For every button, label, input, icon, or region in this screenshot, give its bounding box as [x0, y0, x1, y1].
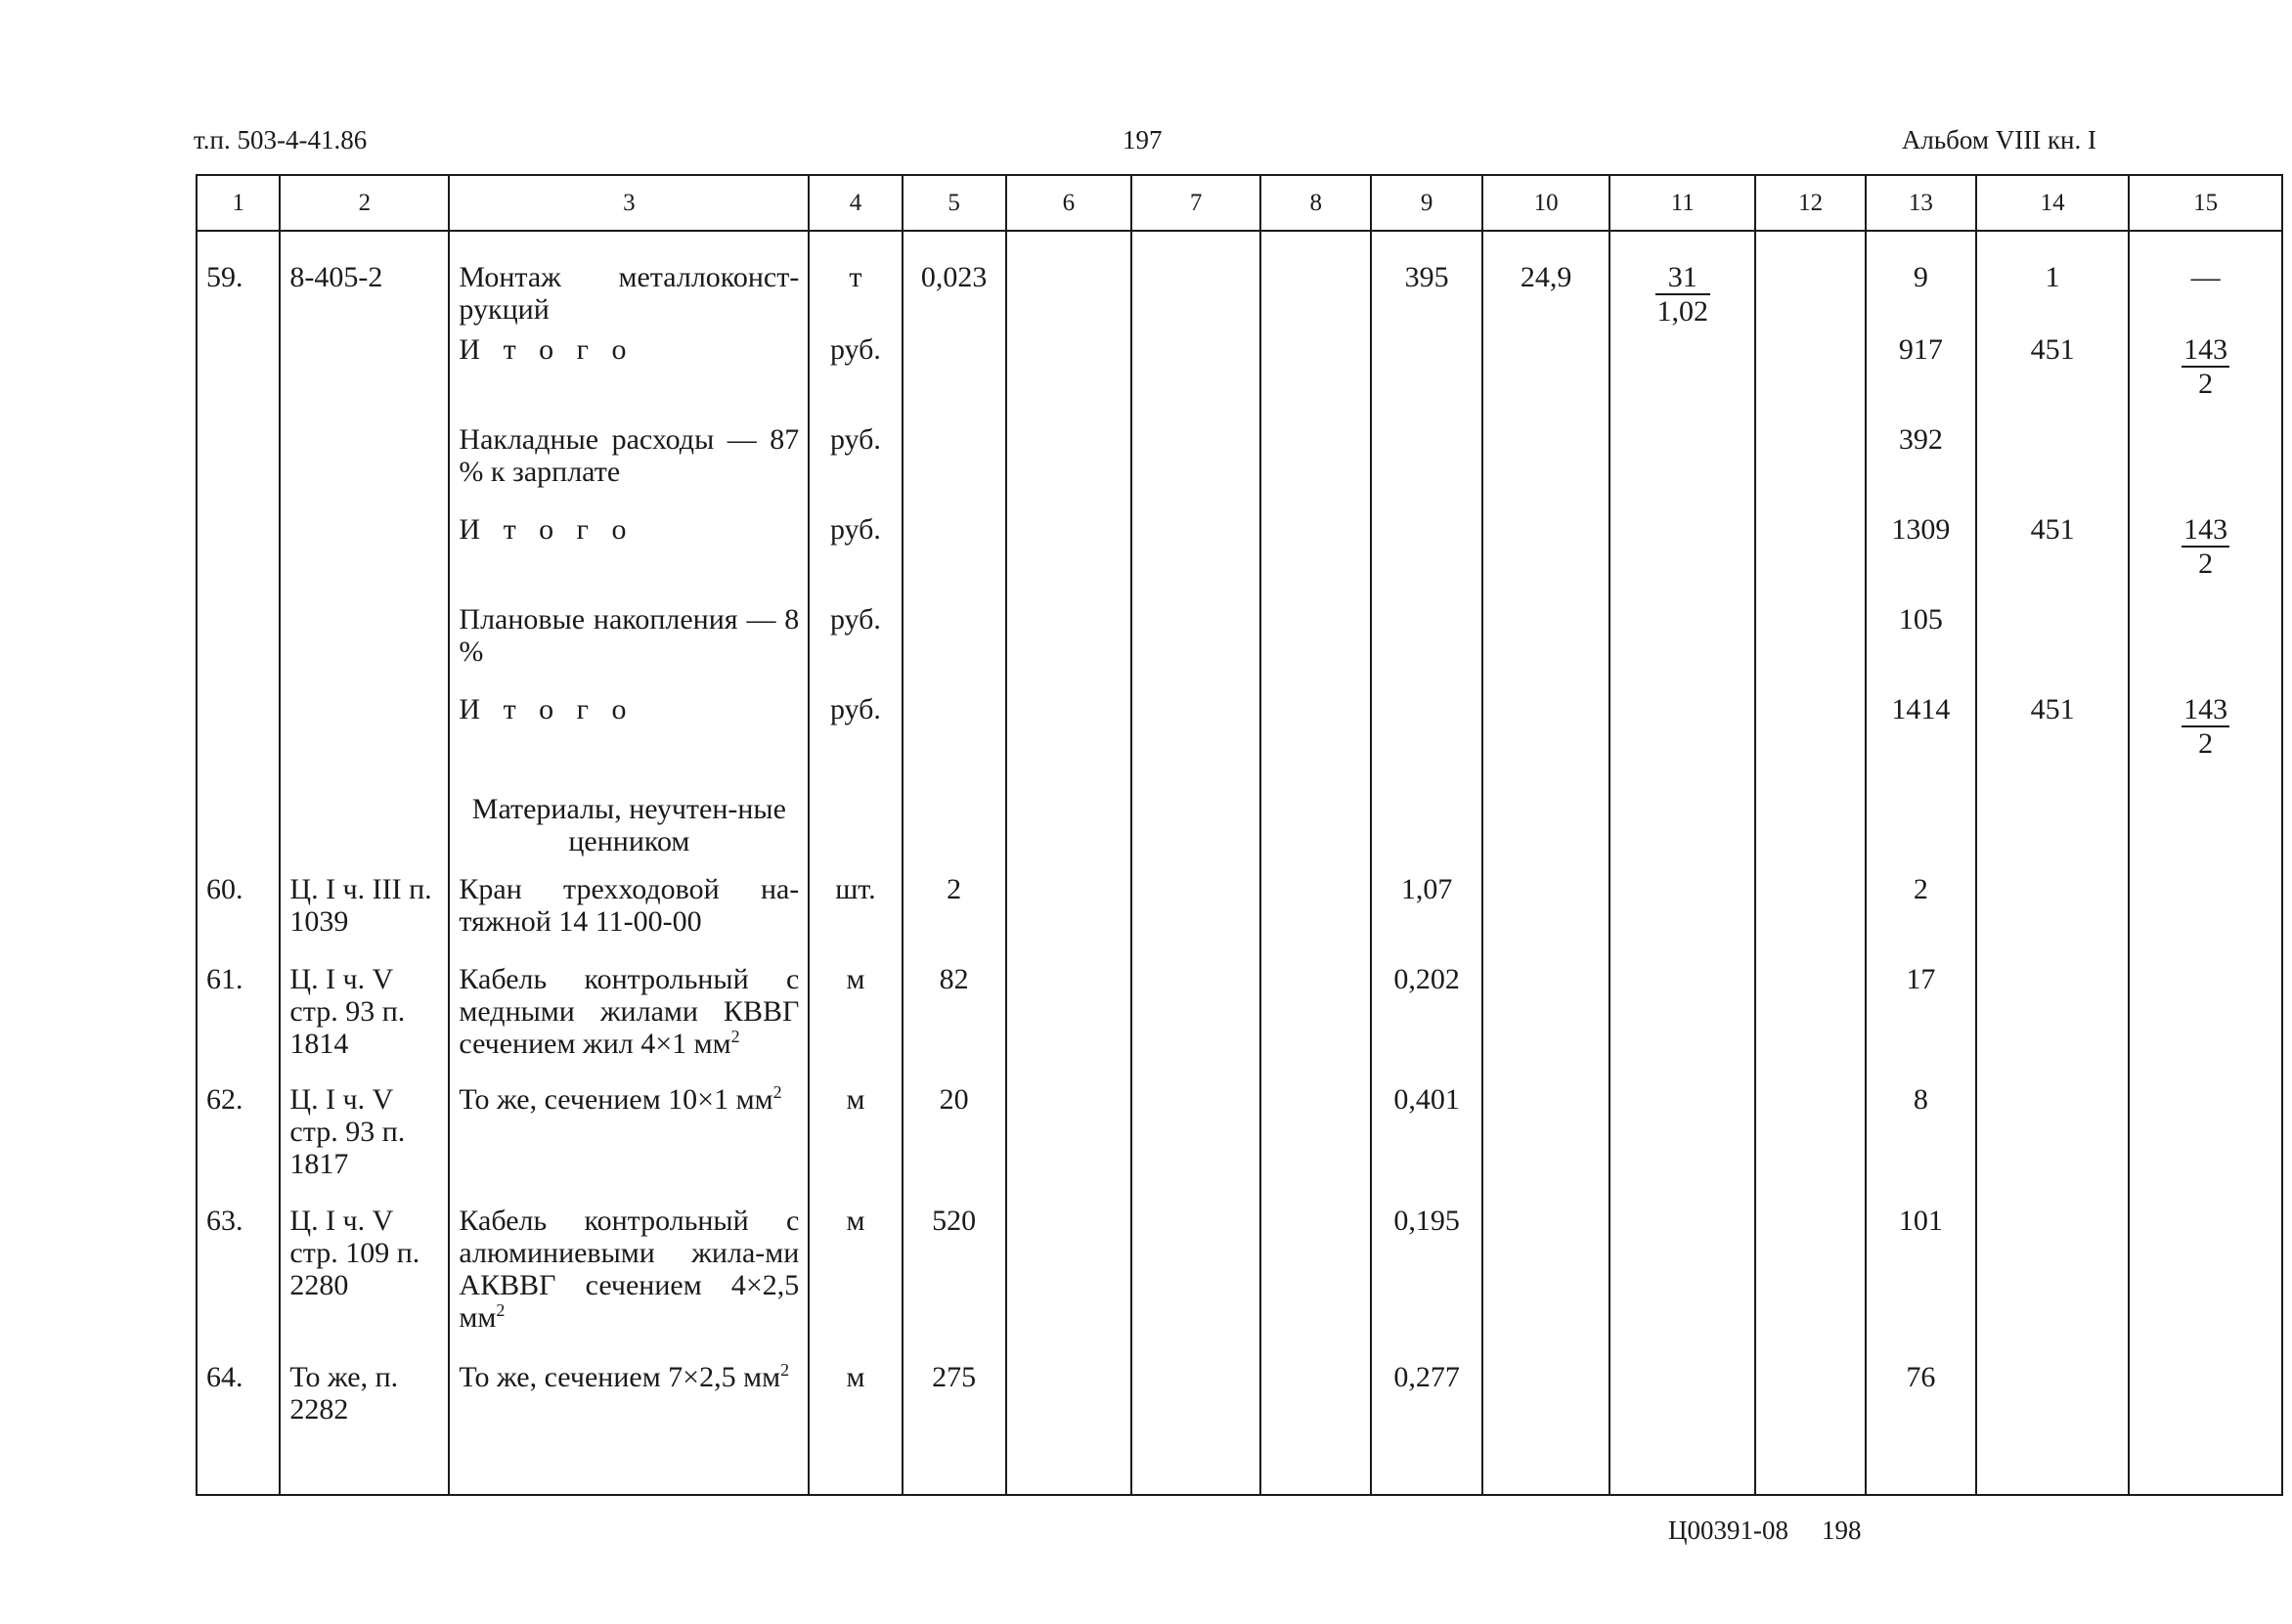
column-number-row [197, 175, 2282, 231]
unit: м [809, 957, 902, 1077]
price-code: Ц. I ч. V стр. 109 п. 2280 [280, 1199, 449, 1355]
quantity: 20 [903, 1077, 1006, 1199]
row-number: 63. [197, 1199, 280, 1355]
col9-value: 395 [1371, 231, 1482, 328]
row-number: 64. [197, 1355, 280, 1495]
fraction-numerator: 143 [2183, 693, 2228, 725]
col-header: 4 [809, 175, 902, 231]
table-row [197, 1199, 2282, 1355]
table-row [197, 328, 2282, 417]
table-row [197, 597, 2282, 687]
superscript: 2 [772, 1082, 782, 1102]
fraction-denominator: 1,02 [1656, 295, 1709, 328]
col11-fraction [1609, 231, 1755, 328]
item-name-text: То же, сечением 7×2,5 мм [459, 1361, 781, 1393]
col14-value: 451 [1976, 328, 2130, 417]
col-header: 3 [449, 175, 809, 231]
col13-value: 1414 [1866, 687, 1976, 777]
col9-value: 0,401 [1371, 1077, 1482, 1199]
unit: руб. [809, 417, 902, 507]
superscript: 2 [496, 1300, 506, 1320]
col9-value: 0,195 [1371, 1199, 1482, 1355]
col9-value: 0,202 [1371, 957, 1482, 1077]
item-name: И т о г о [449, 687, 809, 777]
col-header: 15 [2129, 175, 2282, 231]
quantity: 275 [903, 1355, 1006, 1495]
col9-value: 1,07 [1371, 867, 1482, 957]
col-header: 9 [1371, 175, 1482, 231]
unit: руб. [809, 507, 902, 597]
fraction-denominator: 2 [2198, 548, 2214, 580]
section-heading-row [197, 777, 2282, 867]
col13-value: 1309 [1866, 507, 1976, 597]
row-number: 59. [197, 231, 280, 328]
col13-value: 917 [1866, 328, 1976, 417]
footer-page-number: 198 [1822, 1515, 1862, 1545]
price-code: 8-405-2 [280, 231, 449, 328]
page-footer [1668, 1515, 1862, 1546]
col13-value: 105 [1866, 597, 1976, 687]
table-row [197, 507, 2282, 597]
col15-value: — [2129, 231, 2282, 328]
unit: м [809, 1077, 902, 1199]
item-name-text: Кабель контрольный с медными жилами КВВГ сечением жил 4×1 мм [459, 963, 800, 1060]
item-name: И т о г о [449, 507, 809, 597]
unit: шт. [809, 867, 902, 957]
col15-fraction [2129, 328, 2282, 417]
table-row [197, 1355, 2282, 1495]
col-header: 10 [1482, 175, 1609, 231]
fraction-numerator: 143 [2183, 513, 2228, 546]
unit: м [809, 1355, 902, 1495]
fraction-numerator: 31 [1655, 261, 1711, 295]
item-name: Накладные расходы — 87 % к зарплате [449, 417, 809, 507]
col13-value: 392 [1866, 417, 1976, 507]
table-row [197, 867, 2282, 957]
item-name: Кран трехходовой на-тяжной 14 11-00-00 [449, 867, 809, 957]
row-number: 61. [197, 957, 280, 1077]
table-row [197, 687, 2282, 777]
quantity: 82 [903, 957, 1006, 1077]
quantity: 0,023 [903, 231, 1006, 328]
col-header: 6 [1006, 175, 1131, 231]
row-number: 60. [197, 867, 280, 957]
item-name: Плановые накопления — 8 % [449, 597, 809, 687]
col13-value: 8 [1866, 1077, 1976, 1199]
col-header: 8 [1260, 175, 1371, 231]
price-code: То же, п. 2282 [280, 1355, 449, 1495]
price-code: Ц. I ч. V стр. 93 п. 1817 [280, 1077, 449, 1199]
col-header: 7 [1131, 175, 1260, 231]
unit: руб. [809, 687, 902, 777]
col-header: 13 [1866, 175, 1976, 231]
table-row [197, 231, 2282, 328]
col13-value: 17 [1866, 957, 1976, 1077]
item-name: Монтаж металлоконст-рукций [449, 231, 809, 328]
album-label: Альбом VIII кн. I [1901, 125, 2096, 154]
row-number: 62. [197, 1077, 280, 1199]
unit: т [809, 231, 902, 328]
col14-value: 1 [1976, 231, 2130, 328]
quantity: 520 [903, 1199, 1006, 1355]
col10-value: 24,9 [1482, 231, 1609, 328]
col15-fraction [2129, 507, 2282, 597]
price-code: Ц. I ч. III п. 1039 [280, 867, 449, 957]
price-code: Ц. I ч. V стр. 93 п. 1814 [280, 957, 449, 1077]
col13-value: 76 [1866, 1355, 1976, 1495]
col13-value: 2 [1866, 867, 1976, 957]
unit: руб. [809, 328, 902, 417]
item-name [449, 1355, 809, 1495]
col13-value: 9 [1866, 231, 1976, 328]
col14-value: 451 [1976, 507, 2130, 597]
unit: м [809, 1199, 902, 1355]
col13-value: 101 [1866, 1199, 1976, 1355]
fraction-denominator: 2 [2198, 368, 2214, 400]
col-header: 5 [903, 175, 1006, 231]
item-name-text: То же, сечением 10×1 мм [459, 1083, 773, 1116]
document-code: Ц00391-08 [1668, 1515, 1788, 1545]
col-header: 1 [197, 175, 280, 231]
doc-designation: т.п. 503-4-41.86 [194, 125, 368, 154]
col-header: 12 [1755, 175, 1866, 231]
estimate-table [196, 174, 2283, 1496]
quantity: 2 [903, 867, 1006, 957]
unit: руб. [809, 597, 902, 687]
col15-fraction [2129, 687, 2282, 777]
col-header: 11 [1609, 175, 1755, 231]
item-name [449, 957, 809, 1077]
col14-value: 451 [1976, 687, 2130, 777]
superscript: 2 [780, 1360, 790, 1380]
col-header: 2 [280, 175, 449, 231]
col-header: 14 [1976, 175, 2130, 231]
section-heading: Материалы, неучтен-ные ценником [449, 777, 809, 867]
page-number: 197 [1123, 125, 1163, 154]
item-name: И т о г о [449, 328, 809, 417]
col9-value: 0,277 [1371, 1355, 1482, 1495]
table-row [197, 957, 2282, 1077]
table-row [197, 417, 2282, 507]
fraction-numerator: 143 [2183, 333, 2228, 366]
superscript: 2 [730, 1027, 740, 1046]
table-row [197, 1077, 2282, 1199]
fraction-denominator: 2 [2198, 727, 2214, 760]
item-name [449, 1199, 809, 1355]
item-name-text: Кабель контрольный с алюминиевыми жила-ми АКВВГ сечением 4×2,5 мм [459, 1205, 800, 1334]
item-name [449, 1077, 809, 1199]
